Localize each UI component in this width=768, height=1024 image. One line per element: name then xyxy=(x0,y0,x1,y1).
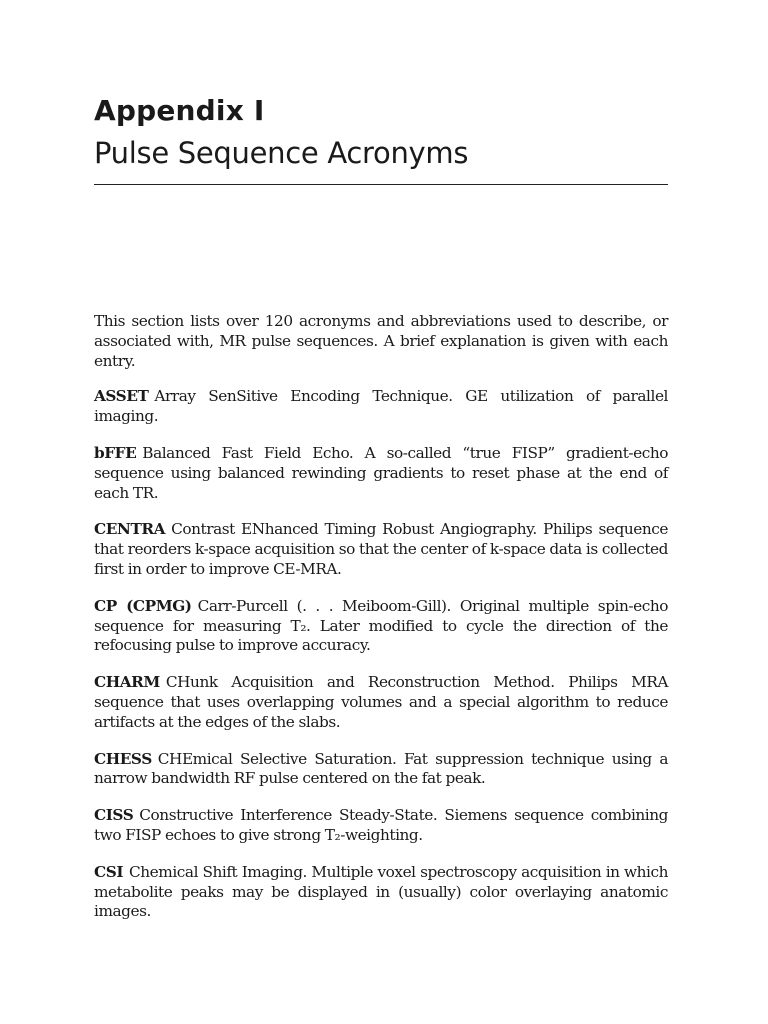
entry-term: CSI xyxy=(94,862,124,881)
body-text xyxy=(94,312,668,939)
entry-chess xyxy=(94,750,668,790)
entry-definition: CHunk Acquisition and Reconstruction Method. Philips MRA sequence that uses overlapping volumes and a special algorithm to reduce artifacts at the edges of the slabs. xyxy=(94,673,668,731)
page-title: Pulse Sequence Acronyms xyxy=(94,136,469,170)
entry-term: CHARM xyxy=(94,673,160,692)
entry-term: CP (CPMG) xyxy=(94,596,192,615)
entry-term: ASSET xyxy=(94,387,149,406)
entry-definition: Array SenSitive Encoding Technique. GE utilization of parallel imaging. xyxy=(94,387,668,426)
entry-definition: Chemical Shift Imaging. Multiple voxel spectroscopy acquisition in which metabolite peaks may be displayed in (usually) color overlaying anatomic images. xyxy=(94,862,668,921)
entry-charm xyxy=(94,673,668,732)
entry-term: CENTRA xyxy=(94,520,166,539)
title-divider xyxy=(94,184,668,185)
entry-asset xyxy=(94,387,668,427)
entry-term: bFFE xyxy=(94,443,137,462)
entry-definition: Constructive Interference Steady-State. Siemens sequence combining two FISP echoes to give strong T₂-weighting. xyxy=(94,806,668,844)
intro-paragraph: This section lists over 120 acronyms and abbreviations used to describe, or associated with, MR pulse sequences. A brief explanation is given with each entry. xyxy=(94,312,668,370)
entry-term: CHESS xyxy=(94,749,152,768)
entry-term: CISS xyxy=(94,806,134,825)
entry-definition: Carr-Purcell (. . . Meiboom-Gill). Original multiple spin-echo sequence for measuring T₂. Later modified to cycle the direction of the refocusing pulse to improve accuracy. xyxy=(94,596,668,655)
entry-definition: CHEmical Selective Saturation. Fat suppression technique using a narrow bandwidth RF pulse centered on the fat peak. xyxy=(94,749,668,788)
appendix-label: Appendix I xyxy=(94,94,265,127)
entry-centra xyxy=(94,520,668,579)
entry-definition: Balanced Fast Field Echo. A so-called “true FISP” gradient-echo sequence using balanced rewinding gradients to reset phase at the end of each TR. xyxy=(94,443,668,502)
entry-cp-cpmg xyxy=(94,597,668,656)
entry-bffe xyxy=(94,444,668,503)
entry-csi xyxy=(94,863,668,922)
entry-definition: Contrast ENhanced Timing Robust Angiography. Philips sequence that reorders k-space acquisition so that the center of k-space data is collected first in order to improve CE-MRA. xyxy=(94,520,668,578)
entry-ciss xyxy=(94,806,668,846)
